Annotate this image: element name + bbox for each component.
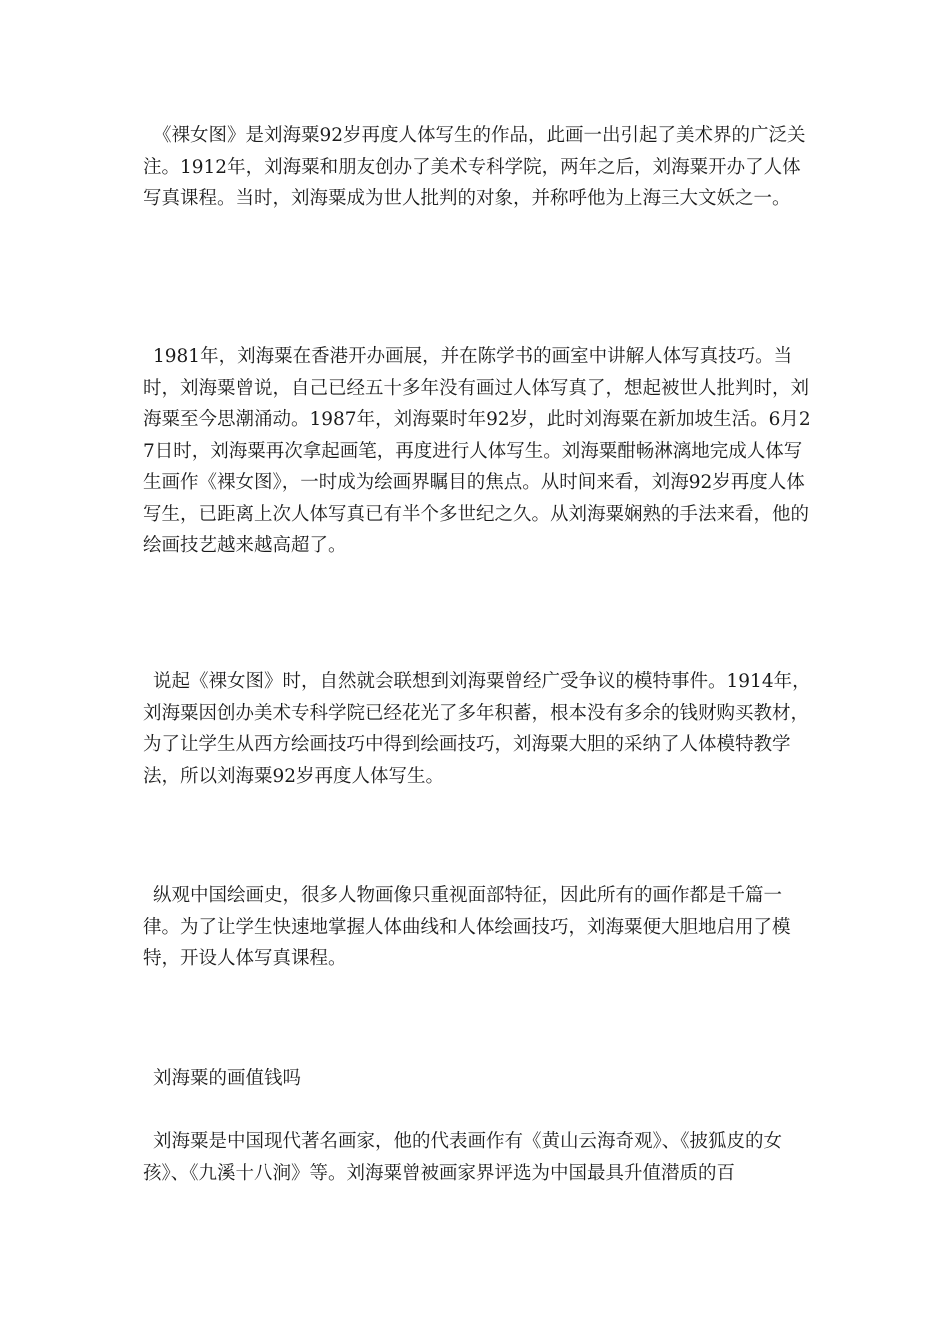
paragraph-4: 纵观中国绘画史，很多人物画像只重视面部特征，因此所有的画作都是千篇一律。为了让学生快速地掌握人体曲线和人体绘画技巧，刘海粟便大胆地启用了模特，开设人体写真课程。 [143,885,791,969]
paragraph-5: 刘海粟是中国现代著名画家，他的代表画作有《黄山云海奇观》、《披狐皮的女孩》、《九溪十八涧》等。刘海粟曾被画家界评选为中国最具升值潜质的百 [143,1131,783,1184]
paragraph-1: 《裸女图》是刘海粟92岁再度人体写生的作品，此画一出引起了美术界的广泛关注。1912年，刘海粟和朋友创办了美术专科学院，两年之后，刘海粟开办了人体写真课程。当时，刘海粟成为世人批判的对象，并称呼他为上海三大文妖之一。 [143,125,806,209]
paragraph-2: 1981年，刘海粟在香港开办画展，并在陈学书的画室中讲解人体写真技巧。当时，刘海粟曾说，自己已经五十多年没有画过人体写真了，想起被世人批判时，刘海粟至今思潮涌动。1987年，刘海粟时年92岁，此时刘海粟在新加坡生活。6月27日时，刘海粟再次拿起画笔，再度进行人体写生。刘海粟酣畅淋漓地完成人体写生画作《裸女图》，一时成为绘画界瞩目的焦点。从时间来看，刘海92岁再度人体写生，已距离上次人体写真已有半个多世纪之久。从刘海粟娴熟的手法来看，他的绘画技艺越来越高超了。 [143,346,811,556]
paragraph-3: 说起《裸女图》时，自然就会联想到刘海粟曾经广受争议的模特事件。1914年，刘海粟因创办美术专科学院已经花光了多年积蓄，根本没有多余的钱财购买教材，为了让学生从西方绘画技巧中得到绘画技巧，刘海粟大胆的采纳了人体模特教学法，所以刘海粟92岁再度人体写生。 [143,671,811,787]
section-heading: 刘海粟的画值钱吗 [153,1068,302,1089]
